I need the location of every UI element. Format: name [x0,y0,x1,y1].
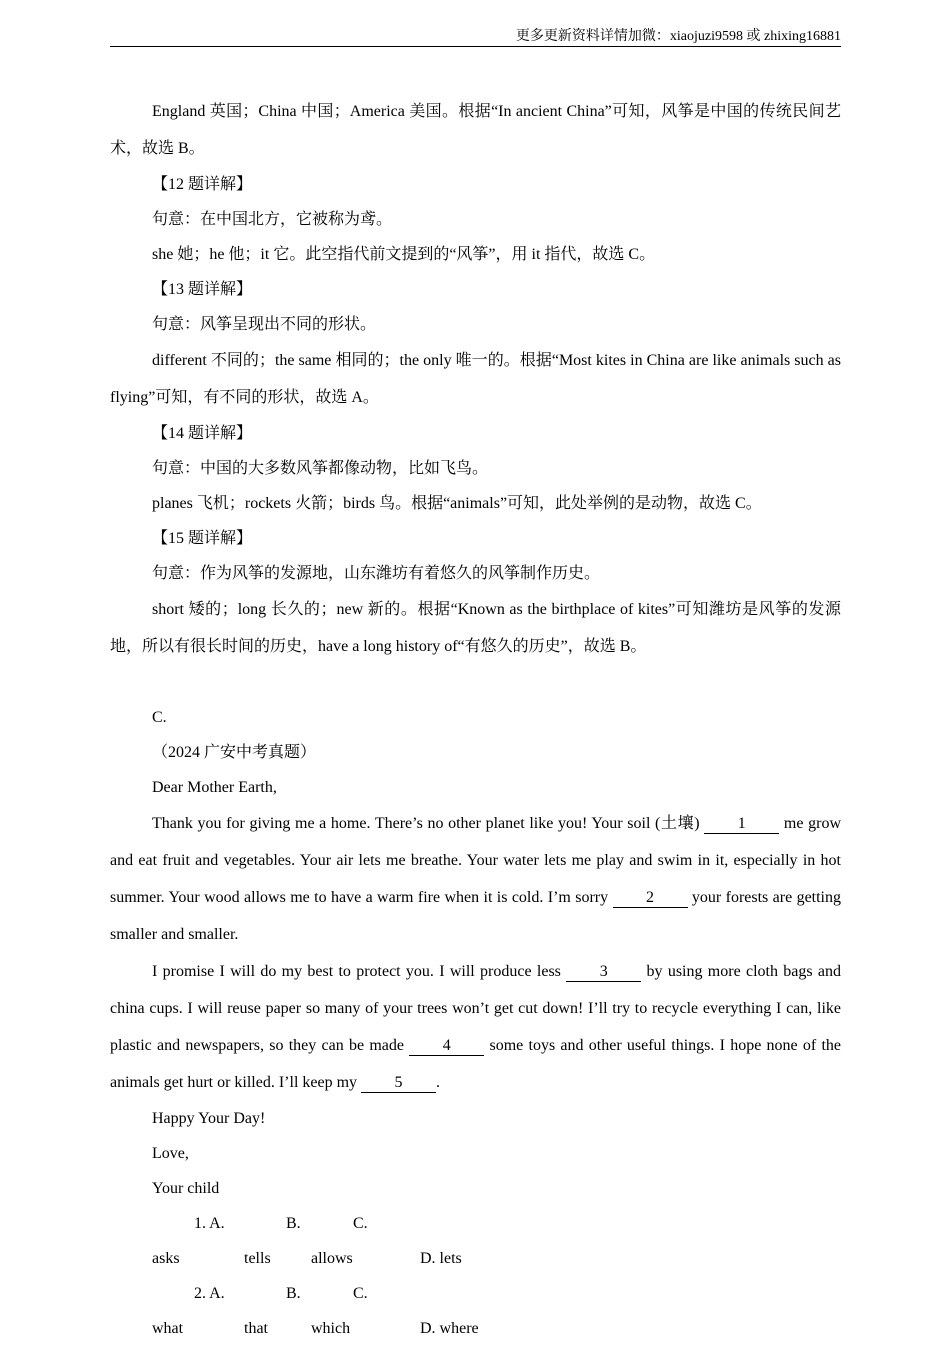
explanation-14: planes 飞机；rockets 火箭；birds 鸟。根据“animals”可知，此处举例的是动物，故选 C。 [152,495,762,512]
header-divider [110,46,841,47]
blank-4: 4 [409,1037,484,1056]
page-header: 更多更新资料详情加微：xiaojuzi9598 或 zhixing16881 [515,29,841,44]
question-2-option-a: 2. A. what [152,1285,225,1337]
question-1-option-c: C. allows [311,1215,368,1267]
explanation-12: she 她；he 他；it 它。此空指代前文提到的“风筝”，用 it 指代，故选 C。 [152,246,656,263]
letter-greeting: Dear Mother Earth, [152,779,277,796]
blank-2: 2 [613,889,688,908]
question-2-option-b: B. that [244,1285,301,1337]
explanation-13: different 不同的；the same 相同的；the only 唯一的。根据“Most kites in China are like animals such as flying”可知，有不同的形状，故选 A。 [110,352,841,406]
explanation-11: England 英国；China 中国；America 美国。根据“In ancient China”可知，风筝是中国的传统民间艺术，故选 B。 [110,103,841,157]
section-label: C. [152,709,167,726]
blank-3: 3 [566,963,641,982]
heading-13: 【13 题详解】 [152,281,253,298]
letter-closing-2: Love, [152,1145,189,1162]
letter-signature: Your child [152,1180,220,1197]
document-body [110,93,841,1346]
letter-paragraph-1: Thank you for giving me a home. There’s no other planet like you! Your soil (土壤) 1 me grow and eat fruit and vegetables. Your air lets me breathe. Your water lets me play and swim in it, especially in hot summer. Your wood allows me to have a warm fire when it is cold. I’m sorry 2 your forests are getting smaller and smaller. [110,815,842,943]
question-1-option-a: 1. A. asks [152,1215,225,1267]
question-1-option-b: B. tells [244,1215,301,1267]
question-2-option-d: D. where [420,1320,479,1337]
letter-paragraph-2: I promise I will do my best to protect you. I will produce less 3 by using more cloth bags and china cups. I will reuse paper so many of your trees won’t get cut down! I’ll try to recycle everything I can, like plastic and newspapers, so they can be made 4 some toys and other useful things. I hope none of the animals get hurt or killed. I’ll keep my 5 . [110,963,842,1091]
heading-15: 【15 题详解】 [152,530,253,547]
section-gap [110,665,841,700]
explanation-15: short 矮的；long 长久的；new 新的。根据“Known as the birthplace of kites”可知潍坊是风筝的发源地，所以有很长时间的历史，have a long history of“有悠久的历史”，故选 B。 [110,601,841,655]
heading-12: 【12 题详解】 [152,176,253,193]
blank-1: 1 [704,815,779,834]
sentence-meaning-14: 句意：中国的大多数风筝都像动物，比如飞鸟。 [152,460,489,477]
sentence-meaning-13: 句意：风筝呈现出不同的形状。 [152,316,377,333]
blank-5: 5 [361,1074,436,1093]
question-1-option-d: D. lets [420,1250,462,1267]
section-source: （2024 广安中考真题） [152,744,317,761]
question-1 [110,1206,841,1276]
question-2 [110,1276,841,1346]
sentence-meaning-15: 句意：作为风筝的发源地，山东潍坊有着悠久的风筝制作历史。 [152,565,601,582]
letter-closing-1: Happy Your Day! [152,1110,266,1127]
heading-14: 【14 题详解】 [152,425,253,442]
question-2-option-c: C. which [311,1285,368,1337]
sentence-meaning-12: 句意：在中国北方，它被称为鸢。 [152,211,393,228]
